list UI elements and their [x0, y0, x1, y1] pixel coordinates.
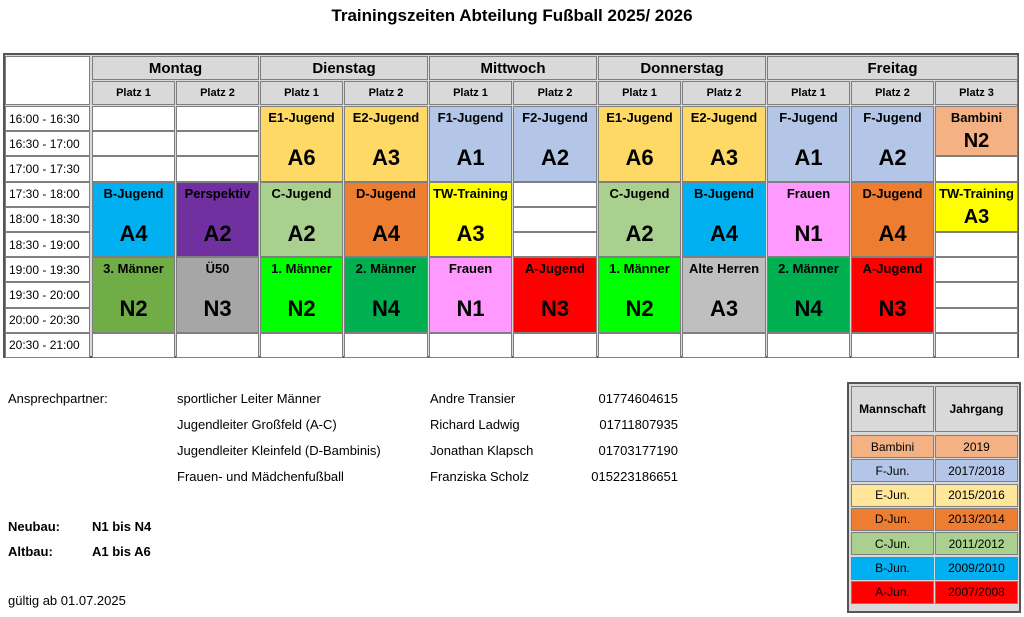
legend-team: E-Jun. — [851, 484, 934, 507]
page-title: Trainingszeiten Abteilung Fußball 2025/ 2026 — [331, 6, 693, 25]
legend-year: 2007/2008 — [935, 581, 1018, 604]
empty-slot — [176, 131, 259, 156]
team-name: E2-Jugend — [352, 110, 420, 125]
empty-slot — [429, 333, 512, 358]
training-block — [344, 182, 428, 258]
room-code: A2 — [203, 220, 232, 246]
time-slot-label: 18:30 - 19:00 — [5, 232, 90, 257]
room-code: N2 — [625, 296, 654, 322]
platz-header: Platz 3 — [935, 81, 1018, 105]
training-block — [851, 106, 934, 182]
contact-phone: 01774604615 — [598, 391, 678, 406]
empty-slot — [851, 333, 934, 358]
time-slot-label: 16:30 - 17:00 — [5, 131, 90, 156]
day-header-dienstag: Dienstag — [260, 56, 428, 80]
training-block — [682, 257, 766, 333]
legend-header-year: Jahrgang — [935, 386, 1018, 432]
valid-from-note: gültig ab 01.07.2025 — [8, 593, 126, 608]
team-name: Alte Herren — [688, 261, 760, 277]
contact-name: Jonathan Klapsch — [430, 443, 534, 458]
contact-name: Andre Transier — [430, 391, 516, 406]
empty-slot — [513, 232, 597, 257]
room-code: A3 — [963, 205, 990, 228]
room-code: A3 — [709, 145, 739, 170]
time-slot-label: 19:30 - 20:00 — [5, 282, 90, 307]
training-block — [682, 182, 766, 258]
contact-phone: 01703177190 — [598, 443, 678, 458]
empty-slot — [598, 333, 681, 358]
room-code: N1 — [794, 220, 823, 246]
room-code: N2 — [963, 130, 990, 152]
team-name: Frauen — [786, 185, 831, 201]
empty-slot — [92, 156, 175, 181]
team-name: F-Jugend — [863, 110, 922, 125]
training-block — [767, 257, 850, 333]
empty-slot — [767, 333, 850, 358]
training-block — [767, 182, 850, 258]
training-block — [935, 106, 1018, 156]
training-block — [176, 257, 259, 333]
training-block — [598, 106, 681, 182]
training-block — [429, 257, 512, 333]
empty-slot — [682, 333, 766, 358]
training-block — [176, 182, 259, 258]
team-name: 1. Männer — [609, 261, 670, 277]
legend-year: 2019 — [935, 435, 1018, 458]
neubau-label: Neubau: — [8, 519, 60, 534]
team-name: F-Jugend — [779, 110, 838, 125]
room-code: A1 — [794, 145, 823, 170]
contact-name: Richard Ladwig — [430, 417, 520, 432]
room-code: N2 — [287, 296, 316, 322]
day-header-donnerstag: Donnerstag — [598, 56, 766, 80]
team-name: TW-Training — [433, 185, 508, 201]
legend-team: F-Jun. — [851, 459, 934, 482]
team-name: C-Jugend — [271, 185, 332, 201]
day-header-mittwoch: Mittwoch — [429, 56, 597, 80]
team-name: 1. Männer — [271, 261, 332, 277]
team-name: 2. Männer — [355, 261, 417, 277]
training-block — [92, 182, 175, 258]
empty-slot — [935, 308, 1018, 333]
room-code: A3 — [709, 296, 739, 322]
empty-slot — [176, 333, 259, 358]
contact-role: Jugendleiter Kleinfeld (D-Bambinis) — [177, 443, 381, 458]
room-code: A6 — [287, 145, 316, 170]
legend-team: C-Jun. — [851, 532, 934, 555]
empty-slot — [513, 182, 597, 207]
team-name: A-Jugend — [862, 261, 923, 277]
room-code: A2 — [625, 220, 654, 246]
team-name: D-Jugend — [356, 185, 416, 201]
training-block — [260, 106, 343, 182]
legend-team: Bambini — [851, 435, 934, 458]
legend-table — [847, 382, 1021, 613]
training-block — [92, 257, 175, 333]
platz-header: Platz 1 — [767, 81, 850, 105]
platz-header: Platz 2 — [176, 81, 259, 105]
team-name: B-Jugend — [103, 185, 164, 201]
room-code: A6 — [625, 145, 654, 170]
training-block — [344, 106, 428, 182]
team-name: Ü50 — [205, 261, 230, 277]
team-name: C-Jugend — [609, 185, 670, 201]
training-block — [429, 106, 512, 182]
training-block — [598, 182, 681, 258]
empty-slot — [935, 232, 1018, 257]
room-code: N3 — [203, 296, 232, 322]
time-slot-label: 17:00 - 17:30 — [5, 156, 90, 181]
empty-slot — [176, 106, 259, 131]
empty-slot — [260, 333, 343, 358]
room-code: A4 — [878, 220, 907, 246]
room-code: A2 — [878, 145, 907, 170]
training-block — [344, 257, 428, 333]
altbau-value: A1 bis A6 — [92, 544, 151, 559]
team-name: Perspektiv — [184, 185, 251, 201]
empty-slot — [513, 333, 597, 358]
empty-slot — [92, 333, 175, 358]
legend-year: 2013/2014 — [935, 508, 1018, 531]
time-slot-label: 20:00 - 20:30 — [5, 308, 90, 333]
legend-year: 2017/2018 — [935, 459, 1018, 482]
team-name: A-Jugend — [525, 261, 585, 277]
contact-name: Franziska Scholz — [430, 469, 529, 484]
training-block — [429, 182, 512, 258]
empty-slot — [935, 333, 1018, 358]
empty-slot — [513, 207, 597, 232]
platz-header: Platz 1 — [429, 81, 512, 105]
platz-header: Platz 2 — [682, 81, 766, 105]
schedule-grid — [3, 53, 1019, 358]
empty-slot — [92, 131, 175, 156]
empty-slot — [935, 282, 1018, 307]
training-block — [851, 257, 934, 333]
day-header-montag: Montag — [92, 56, 259, 80]
team-name: 2. Männer — [778, 261, 839, 277]
legend-year: 2011/2012 — [935, 532, 1018, 555]
room-code: A4 — [371, 220, 401, 246]
room-code: A1 — [456, 145, 485, 170]
legend-year: 2009/2010 — [935, 557, 1018, 580]
legend-header-team: Mannschaft — [851, 386, 934, 432]
training-block — [767, 106, 850, 182]
team-name: E1-Jugend — [268, 110, 335, 125]
platz-header: Platz 1 — [260, 81, 343, 105]
room-code: A2 — [540, 145, 570, 170]
platz-header: Platz 2 — [851, 81, 934, 105]
contact-phone: 015223186651 — [591, 469, 678, 484]
day-header-freitag: Freitag — [767, 56, 1018, 80]
time-slot-label: 18:00 - 18:30 — [5, 207, 90, 232]
training-block — [513, 106, 597, 182]
training-block — [513, 257, 597, 333]
time-slot-label: 19:00 - 19:30 — [5, 257, 90, 282]
team-name: D-Jugend — [862, 185, 923, 201]
empty-slot — [176, 156, 259, 181]
room-code: N4 — [794, 296, 823, 322]
team-name: F1-Jugend — [437, 110, 504, 125]
platz-header: Platz 1 — [92, 81, 175, 105]
training-block — [682, 106, 766, 182]
platz-header: Platz 2 — [513, 81, 597, 105]
team-name: F2-Jugend — [522, 110, 588, 125]
altbau-label: Altbau: — [8, 544, 53, 559]
room-code: N2 — [119, 296, 148, 322]
room-code: N1 — [456, 296, 485, 322]
team-name: E1-Jugend — [606, 110, 673, 125]
team-name: Bambini — [950, 110, 1003, 125]
training-block — [851, 182, 934, 258]
training-block — [260, 182, 343, 258]
contact-role: Jugendleiter Großfeld (A-C) — [177, 417, 337, 432]
contact-role: sportlicher Leiter Männer — [177, 391, 321, 406]
legend-team: D-Jun. — [851, 508, 934, 531]
neubau-value: N1 bis N4 — [92, 519, 152, 534]
team-name: E2-Jugend — [690, 110, 758, 125]
contact-phone: 01711807935 — [599, 417, 678, 432]
training-block — [260, 257, 343, 333]
room-code: A3 — [456, 220, 485, 246]
room-code: N4 — [371, 296, 401, 322]
room-code: N3 — [540, 296, 570, 322]
platz-header: Platz 1 — [598, 81, 681, 105]
empty-slot — [92, 106, 175, 131]
time-slot-label: 20:30 - 21:00 — [5, 333, 90, 358]
legend-team: B-Jun. — [851, 557, 934, 580]
room-code: N3 — [878, 296, 907, 322]
room-code: A4 — [709, 220, 739, 246]
team-name: TW-Training — [939, 185, 1014, 201]
platz-header: Platz 2 — [344, 81, 428, 105]
empty-slot — [935, 257, 1018, 282]
training-block — [598, 257, 681, 333]
contacts-label: Ansprechpartner: — [8, 391, 108, 406]
team-name: B-Jugend — [694, 185, 754, 201]
team-name: 3. Männer — [103, 261, 164, 277]
team-name: Frauen — [448, 261, 493, 277]
training-block — [935, 182, 1018, 232]
time-slot-label: 17:30 - 18:00 — [5, 182, 90, 207]
corner-cell — [5, 56, 90, 105]
legend-year: 2015/2016 — [935, 484, 1018, 507]
contact-role: Frauen- und Mädchenfußball — [177, 469, 344, 484]
room-code: A3 — [371, 145, 401, 170]
room-code: A2 — [287, 220, 316, 246]
time-slot-label: 16:00 - 16:30 — [5, 106, 90, 131]
empty-slot — [344, 333, 428, 358]
legend-team: A-Jun. — [851, 581, 934, 604]
empty-slot — [935, 156, 1018, 181]
room-code: A4 — [119, 220, 148, 246]
